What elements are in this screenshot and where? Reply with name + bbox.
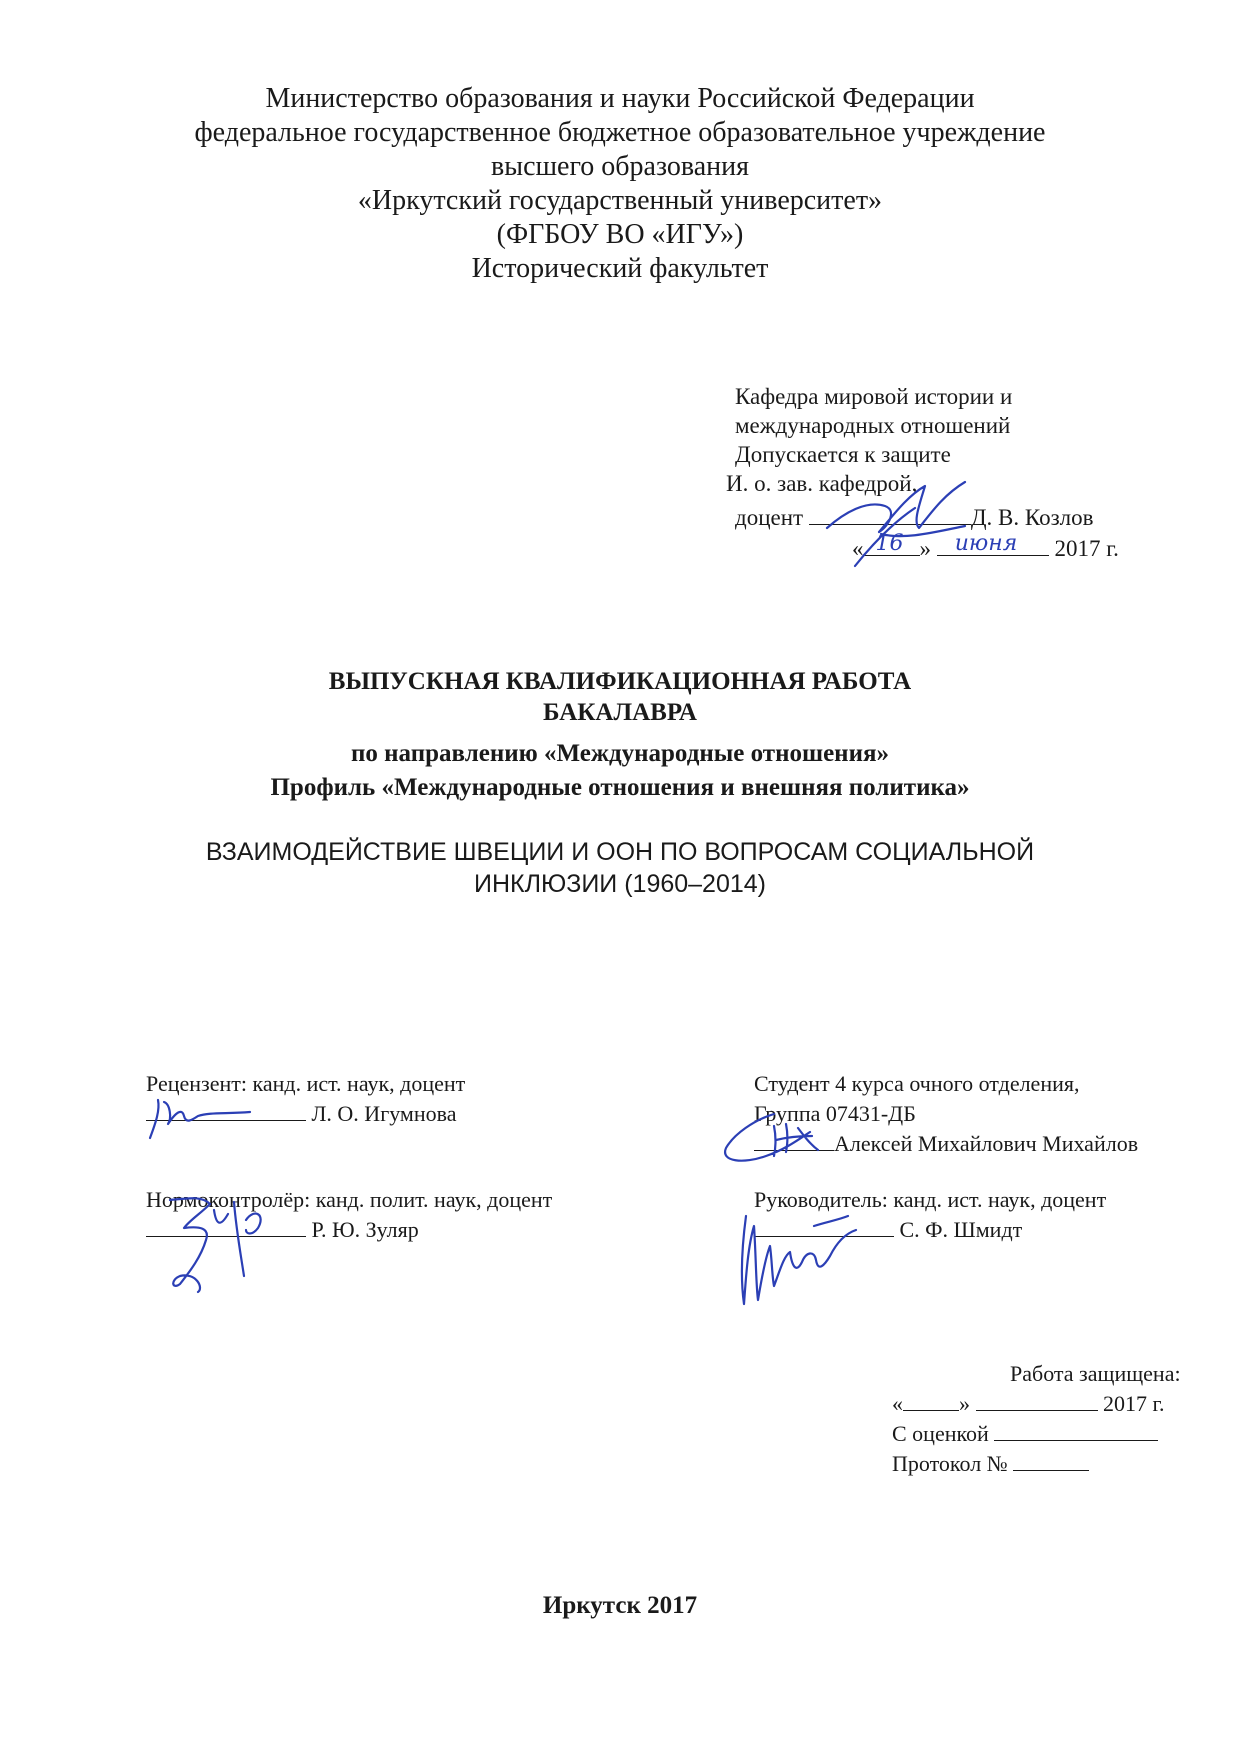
acting-head-label: И. о. зав. кафедрой,: [726, 471, 918, 496]
student-name: Алексей Михайлович Михайлов: [834, 1131, 1139, 1156]
reviewer-role: Рецензент: канд. ист. наук, доцент: [146, 1071, 466, 1096]
reviewer-name: Л. О. Игумнова: [311, 1101, 457, 1126]
department-line-1: Кафедра мировой истории и: [735, 384, 1013, 409]
supervisor-name: С. Ф. Шмидт: [899, 1217, 1023, 1242]
faculty-name: Исторический факультет: [471, 253, 769, 284]
supervisor-signature-image: [730, 1196, 890, 1316]
university-abbreviation: (ФГБОУ ВО «ИГУ»): [496, 219, 744, 250]
institution-type-line: федеральное государственное бюджетное образовательное учреждение: [194, 117, 1046, 148]
ministry-line: Министерство образования и науки Российской Федерации: [265, 83, 975, 114]
university-name: «Иркутский государственный университет»: [357, 185, 883, 216]
thesis-topic-line-1: ВЗАИМОДЕЙСТВИЕ ШВЕЦИИ И ООН ПО ВОПРОСАМ СОЦИАЛЬНОЙ: [205, 838, 1035, 866]
study-direction: по направлению «Международные отношения»: [350, 740, 890, 767]
work-type-title: ВЫПУСКНАЯ КВАЛИФИКАЦИОННАЯ РАБОТА: [328, 668, 912, 695]
defended-label: Работа защищена:: [1010, 1361, 1181, 1386]
handwritten-day: 16: [875, 531, 904, 556]
day-blank: [903, 1390, 959, 1411]
admission-label: Допускается к защите: [735, 442, 951, 467]
thesis-topic-line-2: ИНКЛЮЗИИ (1960–2014): [473, 870, 767, 898]
normcontrol-signature-image: [150, 1180, 290, 1300]
supervisor-role: Руководитель: канд. ист. наук, доцент: [754, 1187, 1107, 1212]
head-position: доцент: [735, 505, 804, 530]
head-signature-image: [815, 470, 1015, 580]
student-signature-image: [714, 1106, 854, 1176]
department-line-2: международных отношений: [735, 413, 1011, 438]
month-blank: [976, 1390, 1098, 1411]
grade-line: С оценкой: [892, 1420, 1158, 1448]
protocol-blank: [1013, 1450, 1089, 1471]
degree-title: БАКАЛАВРА: [543, 699, 697, 726]
handwritten-month: июня: [954, 531, 1018, 556]
defense-date-line: « » 2017 г.: [892, 1391, 1165, 1416]
education-level-line: высшего образования: [491, 151, 749, 182]
study-profile: Профиль «Международные отношения и внешняя политика»: [270, 774, 970, 801]
grade-blank: [994, 1420, 1158, 1441]
student-group: Группа 07431-ДБ: [754, 1101, 916, 1126]
reviewer-signature-image: [140, 1090, 260, 1150]
protocol-line: Протокол №: [892, 1450, 1089, 1478]
student-role: Студент 4 курса очного отделения,: [754, 1071, 1080, 1096]
normcontrol-name: Р. Ю. Зуляр: [311, 1217, 419, 1242]
approval-date-line: « 16 » июня 2017 г.: [852, 531, 1119, 561]
head-name: Д. В. Козлов: [970, 505, 1094, 530]
city-year: Иркутск 2017: [542, 1592, 698, 1619]
normcontrol-role: Нормоконтролёр: канд. полит. наук, доцент: [146, 1187, 553, 1212]
